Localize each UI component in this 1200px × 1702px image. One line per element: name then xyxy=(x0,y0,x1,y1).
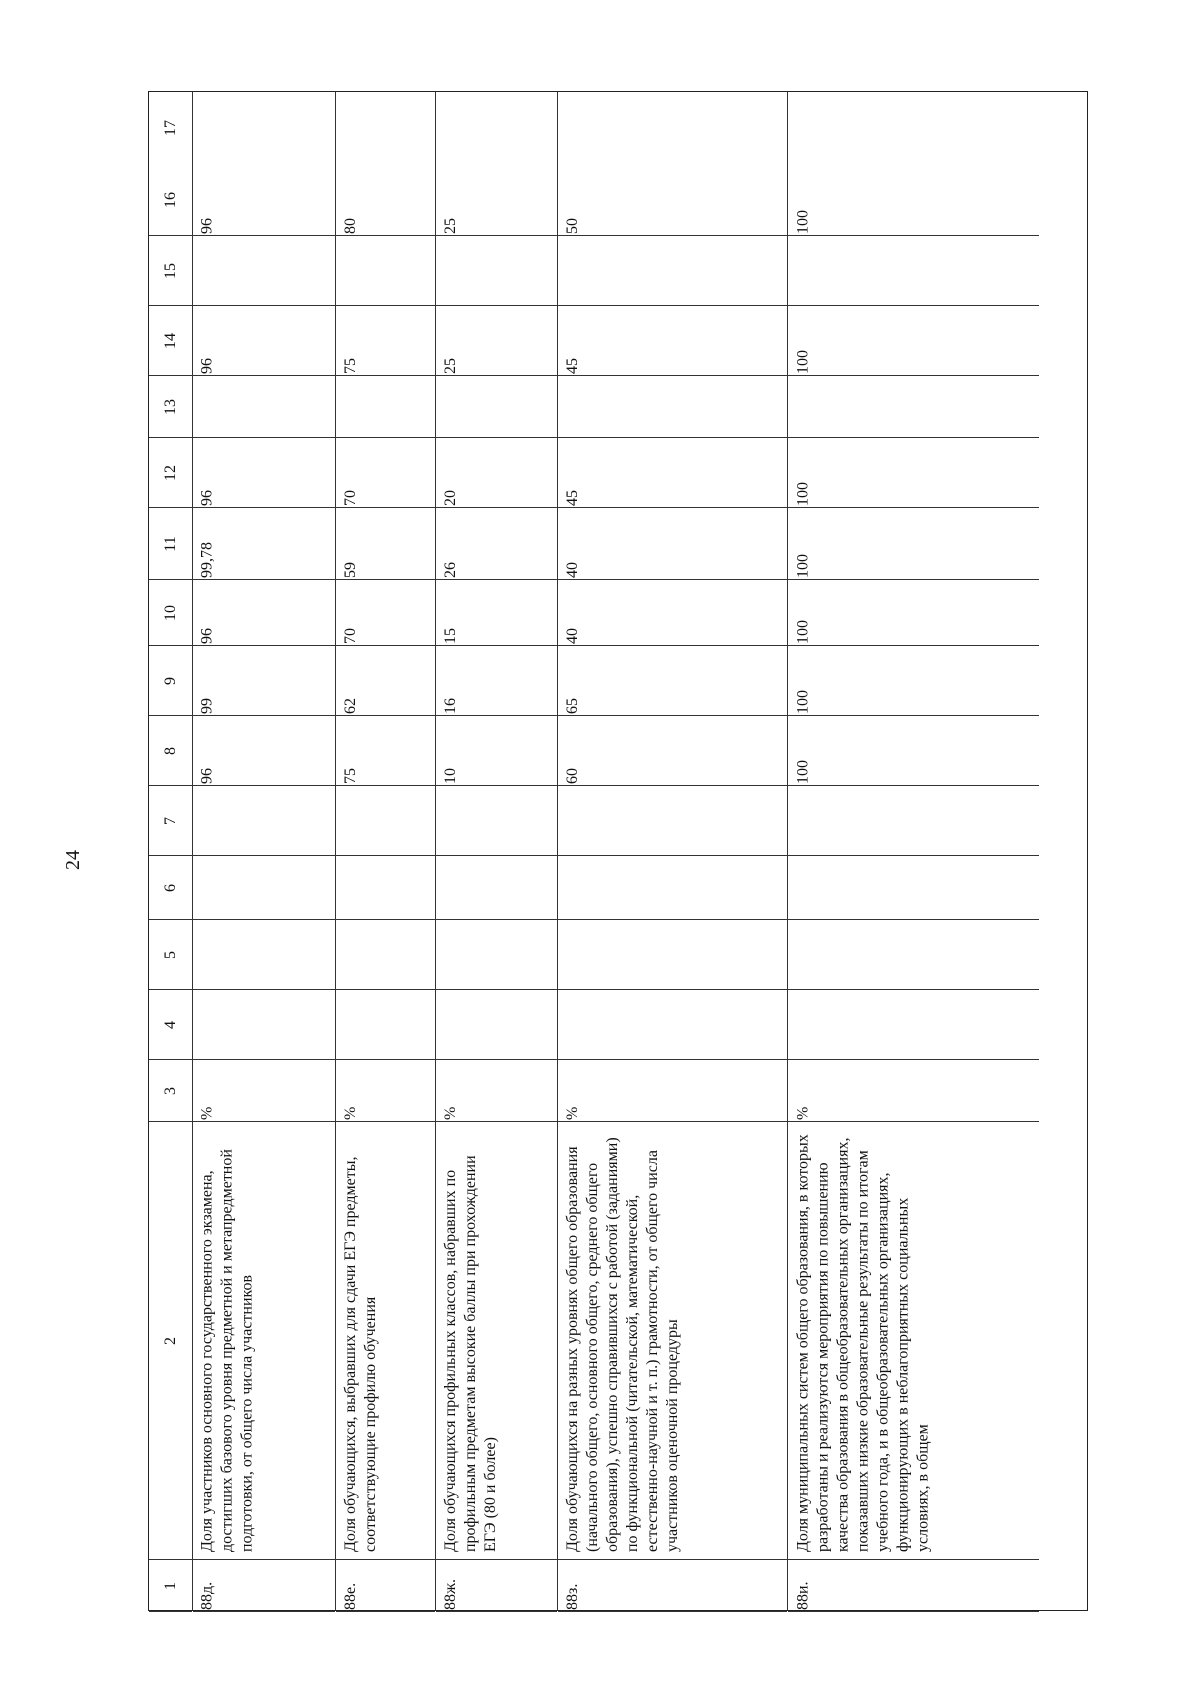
row-cell-10 xyxy=(336,580,435,646)
row-cell-17-text xyxy=(198,94,331,162)
row-cell-2 xyxy=(788,1122,1039,1560)
table-row xyxy=(193,92,336,1610)
table-row xyxy=(558,92,788,1610)
row-cell-2 xyxy=(558,1122,787,1560)
row-cell-17-text xyxy=(793,94,1034,162)
row-cell-14-text: 100 xyxy=(794,349,811,374)
row-cell-3 xyxy=(193,1060,335,1122)
header-cell-17 xyxy=(149,92,192,164)
row-cell-9-text: 99 xyxy=(198,697,216,714)
row-cell-4-text xyxy=(341,992,431,1058)
row-cell-15-text xyxy=(563,238,783,304)
row-cell-14-text: 75 xyxy=(341,357,359,374)
row-cell-9 xyxy=(436,646,557,716)
row-cell-17 xyxy=(436,92,557,164)
row-cell-12 xyxy=(336,438,435,508)
row-cell-2-text: Доля обучающихся на разных уровнях общего образования (начального общего, основного общего, среднего общего образования), успешно справившихся с работой (заданиями) по функциональной (читательской, математической, естественно-научной и т. п.) грамотности, от общего числа участников оценочной процедуры xyxy=(563,1136,681,1552)
header-cell-10-text: 10 xyxy=(161,604,179,621)
row-cell-5 xyxy=(558,920,787,990)
header-cell-9-text: 9 xyxy=(161,676,179,685)
row-cell-6 xyxy=(336,856,435,920)
header-cell-15-text: 15 xyxy=(161,262,179,279)
row-cell-9 xyxy=(193,646,335,716)
row-cell-12 xyxy=(436,438,557,508)
row-cell-10 xyxy=(788,580,1039,646)
row-cell-3-text: % xyxy=(441,1106,459,1120)
row-cell-10-text: 96 xyxy=(198,627,216,644)
row-cell-6-text xyxy=(341,858,431,918)
row-cell-11-text: 26 xyxy=(441,561,459,578)
row-cell-14-text: 25 xyxy=(441,357,459,374)
row-cell-8-text: 100 xyxy=(794,759,811,784)
row-cell-1-text: 88е. xyxy=(341,1582,359,1610)
row-cell-11-text: 59 xyxy=(341,561,359,578)
row-cell-13 xyxy=(788,376,1039,438)
row-cell-5-text xyxy=(563,922,783,988)
row-cell-16 xyxy=(558,164,787,236)
header-cell-5-text: 5 xyxy=(161,950,179,959)
header-cell-5 xyxy=(149,920,192,990)
header-cell-4 xyxy=(149,990,192,1060)
row-cell-15-text xyxy=(793,238,1034,304)
header-cell-10 xyxy=(149,580,192,646)
row-cell-5 xyxy=(788,920,1039,990)
row-cell-7-text xyxy=(793,788,1034,854)
row-cell-8 xyxy=(436,716,557,786)
row-cell-14-text: 96 xyxy=(198,357,216,374)
row-cell-9 xyxy=(336,646,435,716)
header-cell-3-text: 3 xyxy=(161,1086,179,1095)
header-cell-4-text: 4 xyxy=(161,1020,179,1029)
header-cell-12 xyxy=(149,438,192,508)
row-cell-4-text xyxy=(793,992,1034,1058)
row-cell-6 xyxy=(558,856,787,920)
row-cell-9-text: 100 xyxy=(794,689,811,714)
row-cell-16 xyxy=(436,164,557,236)
row-cell-5-text xyxy=(441,922,553,988)
row-cell-3 xyxy=(558,1060,787,1122)
row-cell-16 xyxy=(193,164,335,236)
row-cell-5-text xyxy=(341,922,431,988)
row-cell-2 xyxy=(436,1122,557,1560)
row-cell-6-text xyxy=(198,858,331,918)
header-cell-14 xyxy=(149,306,192,376)
row-cell-15 xyxy=(336,236,435,306)
row-cell-16-text: 96 xyxy=(198,217,216,234)
row-cell-7-text xyxy=(441,788,553,854)
header-cell-6-text: 6 xyxy=(161,883,179,892)
row-cell-17 xyxy=(193,92,335,164)
row-cell-6 xyxy=(788,856,1039,920)
row-cell-1-text: 88и. xyxy=(794,1580,811,1610)
row-cell-12-text: 96 xyxy=(198,489,216,506)
row-cell-13 xyxy=(436,376,557,438)
row-cell-6-text xyxy=(793,858,1034,918)
row-cell-5-text xyxy=(198,922,331,988)
header-cell-16-text: 16 xyxy=(161,191,179,208)
row-cell-13-text xyxy=(198,378,331,436)
row-cell-11 xyxy=(336,508,435,580)
row-cell-16-text: 25 xyxy=(441,217,459,234)
row-cell-14 xyxy=(436,306,557,376)
data-table xyxy=(148,91,1088,1611)
row-cell-4 xyxy=(436,990,557,1060)
row-cell-14 xyxy=(788,306,1039,376)
row-cell-7-text xyxy=(563,788,783,854)
row-cell-3 xyxy=(436,1060,557,1122)
row-cell-2 xyxy=(193,1122,335,1560)
row-cell-5 xyxy=(436,920,557,990)
header-cell-13 xyxy=(149,376,192,438)
row-cell-3-text: % xyxy=(198,1106,216,1120)
row-cell-9-text: 62 xyxy=(341,697,359,714)
row-cell-16 xyxy=(788,164,1039,236)
row-cell-11 xyxy=(193,508,335,580)
row-cell-8 xyxy=(788,716,1039,786)
row-cell-11 xyxy=(436,508,557,580)
row-cell-5-text xyxy=(793,922,1034,988)
header-cell-12-text: 12 xyxy=(161,464,179,481)
header-cell-17-text: 17 xyxy=(161,120,179,136)
row-cell-1-text: 88з. xyxy=(563,1583,581,1610)
header-cell-8 xyxy=(149,716,192,786)
row-cell-7-text xyxy=(341,788,431,854)
header-cell-15 xyxy=(149,236,192,306)
row-cell-4 xyxy=(193,990,335,1060)
row-cell-13 xyxy=(193,376,335,438)
header-cell-1-text: 1 xyxy=(161,1581,179,1590)
row-cell-13-text xyxy=(441,378,553,436)
row-cell-9 xyxy=(788,646,1039,716)
row-cell-11-text: 100 xyxy=(794,553,811,578)
header-cell-7-text: 7 xyxy=(161,816,179,825)
row-cell-4-text xyxy=(198,992,331,1058)
header-cell-13-text: 13 xyxy=(161,398,179,415)
row-cell-3 xyxy=(336,1060,435,1122)
row-cell-9-text: 16 xyxy=(441,697,459,714)
row-cell-7 xyxy=(193,786,335,856)
row-cell-1 xyxy=(336,1560,435,1612)
row-cell-17 xyxy=(788,92,1039,164)
row-cell-1-text: 88ж. xyxy=(441,1578,459,1610)
row-cell-15 xyxy=(788,236,1039,306)
row-cell-2 xyxy=(336,1122,435,1560)
row-cell-15 xyxy=(558,236,787,306)
row-cell-6-text xyxy=(441,858,553,918)
row-cell-16 xyxy=(336,164,435,236)
row-cell-12 xyxy=(558,438,787,508)
page-number: 24 xyxy=(61,850,84,870)
header-cell-7 xyxy=(149,786,192,856)
row-cell-9 xyxy=(558,646,787,716)
header-cell-2-text: 2 xyxy=(161,1336,179,1345)
row-cell-11 xyxy=(788,508,1039,580)
row-cell-7-text xyxy=(198,788,331,854)
row-cell-14-text: 45 xyxy=(563,357,581,374)
row-cell-7 xyxy=(336,786,435,856)
row-cell-1 xyxy=(788,1560,1039,1612)
row-cell-15-text xyxy=(341,238,431,304)
row-cell-7 xyxy=(558,786,787,856)
row-cell-13-text xyxy=(793,378,1034,436)
row-cell-16-text: 50 xyxy=(563,217,581,234)
row-cell-15-text xyxy=(441,238,553,304)
row-cell-16-text: 100 xyxy=(794,209,811,234)
row-cell-10 xyxy=(193,580,335,646)
row-cell-3-text: % xyxy=(341,1106,359,1120)
row-cell-3-text: % xyxy=(563,1106,581,1120)
row-cell-14 xyxy=(336,306,435,376)
row-cell-8 xyxy=(558,716,787,786)
table-row xyxy=(436,92,558,1610)
row-cell-14 xyxy=(558,306,787,376)
row-cell-2-text: Доля участников основного государственного экзамена, достигших базового уровня предметной и метапредметной подготовки, от общего числа участников xyxy=(198,1148,256,1552)
header-cell-11-text: 11 xyxy=(161,535,179,552)
header-row xyxy=(149,92,193,1610)
header-cell-14-text: 14 xyxy=(161,332,179,349)
row-cell-4 xyxy=(788,990,1039,1060)
row-cell-12-text: 45 xyxy=(563,489,581,506)
header-cell-9 xyxy=(149,646,192,716)
row-cell-8 xyxy=(193,716,335,786)
row-cell-4 xyxy=(558,990,787,1060)
row-cell-12 xyxy=(193,438,335,508)
row-cell-17-text xyxy=(341,94,431,162)
row-cell-1 xyxy=(436,1560,557,1612)
row-cell-17-text xyxy=(563,94,783,162)
row-cell-17-text xyxy=(441,94,553,162)
row-cell-8-text: 60 xyxy=(563,767,581,784)
row-cell-13 xyxy=(336,376,435,438)
row-cell-10-text: 40 xyxy=(563,627,581,644)
row-cell-15 xyxy=(193,236,335,306)
row-cell-14 xyxy=(193,306,335,376)
row-cell-5 xyxy=(336,920,435,990)
row-cell-2-text: Доля обучающихся профильных классов, набравших по профильным предметам высокие баллы при прохождении ЕГЭ (80 и более) xyxy=(441,1154,499,1552)
row-cell-8-text: 10 xyxy=(441,767,459,784)
row-cell-11 xyxy=(558,508,787,580)
row-cell-12 xyxy=(788,438,1039,508)
header-cell-8-text: 8 xyxy=(161,746,179,755)
row-cell-10-text: 15 xyxy=(441,627,459,644)
row-cell-8 xyxy=(336,716,435,786)
row-cell-17 xyxy=(336,92,435,164)
row-cell-7 xyxy=(436,786,557,856)
row-cell-13-text xyxy=(341,378,431,436)
row-cell-9-text: 65 xyxy=(563,697,581,714)
row-cell-10 xyxy=(558,580,787,646)
row-cell-12-text: 20 xyxy=(441,489,459,506)
row-cell-7 xyxy=(788,786,1039,856)
row-cell-5 xyxy=(193,920,335,990)
row-cell-12-text: 70 xyxy=(341,489,359,506)
row-cell-13-text xyxy=(563,378,783,436)
row-cell-8-text: 75 xyxy=(341,767,359,784)
header-cell-16 xyxy=(149,164,192,236)
header-cell-1 xyxy=(149,1560,192,1612)
row-cell-4-text xyxy=(563,992,783,1058)
row-cell-1 xyxy=(193,1560,335,1612)
row-cell-10-text: 100 xyxy=(794,619,811,644)
row-cell-16-text: 80 xyxy=(341,217,359,234)
row-cell-8-text: 96 xyxy=(198,767,216,784)
row-cell-1 xyxy=(558,1560,787,1612)
row-cell-1-text: 88д. xyxy=(198,1581,216,1610)
row-cell-17 xyxy=(558,92,787,164)
row-cell-15-text xyxy=(198,238,331,304)
row-cell-4-text xyxy=(441,992,553,1058)
row-cell-2-text: Доля обучающихся, выбравших для сдачи ЕГЭ предметы, соответствующие профилю обучения xyxy=(341,1156,379,1552)
row-cell-10 xyxy=(436,580,557,646)
header-cell-6 xyxy=(149,856,192,920)
row-cell-2-text: Доля муниципальных систем общего образования, в которых разработаны и реализуются мероприятия по повышению качества образования в общеобразовательных организациях, показавших низкие образовательные результаты по итогам учебного года, и в общеобразовательных организациях, функционирующих в неблагоприятных социальных условиях, в общем xyxy=(794,1133,931,1552)
table-row xyxy=(788,92,1039,1610)
header-cell-2 xyxy=(149,1122,192,1560)
table-row xyxy=(336,92,436,1610)
row-cell-15 xyxy=(436,236,557,306)
row-cell-3 xyxy=(788,1060,1039,1122)
header-cell-3 xyxy=(149,1060,192,1122)
row-cell-4 xyxy=(336,990,435,1060)
row-cell-13 xyxy=(558,376,787,438)
row-cell-3-text: % xyxy=(794,1106,811,1120)
row-cell-6 xyxy=(436,856,557,920)
row-cell-6 xyxy=(193,856,335,920)
row-cell-11-text: 40 xyxy=(563,561,581,578)
row-cell-11-text: 99,78 xyxy=(198,541,216,578)
row-cell-12-text: 100 xyxy=(794,481,811,506)
row-cell-6-text xyxy=(563,858,783,918)
row-cell-10-text: 70 xyxy=(341,627,359,644)
header-cell-11 xyxy=(149,508,192,580)
